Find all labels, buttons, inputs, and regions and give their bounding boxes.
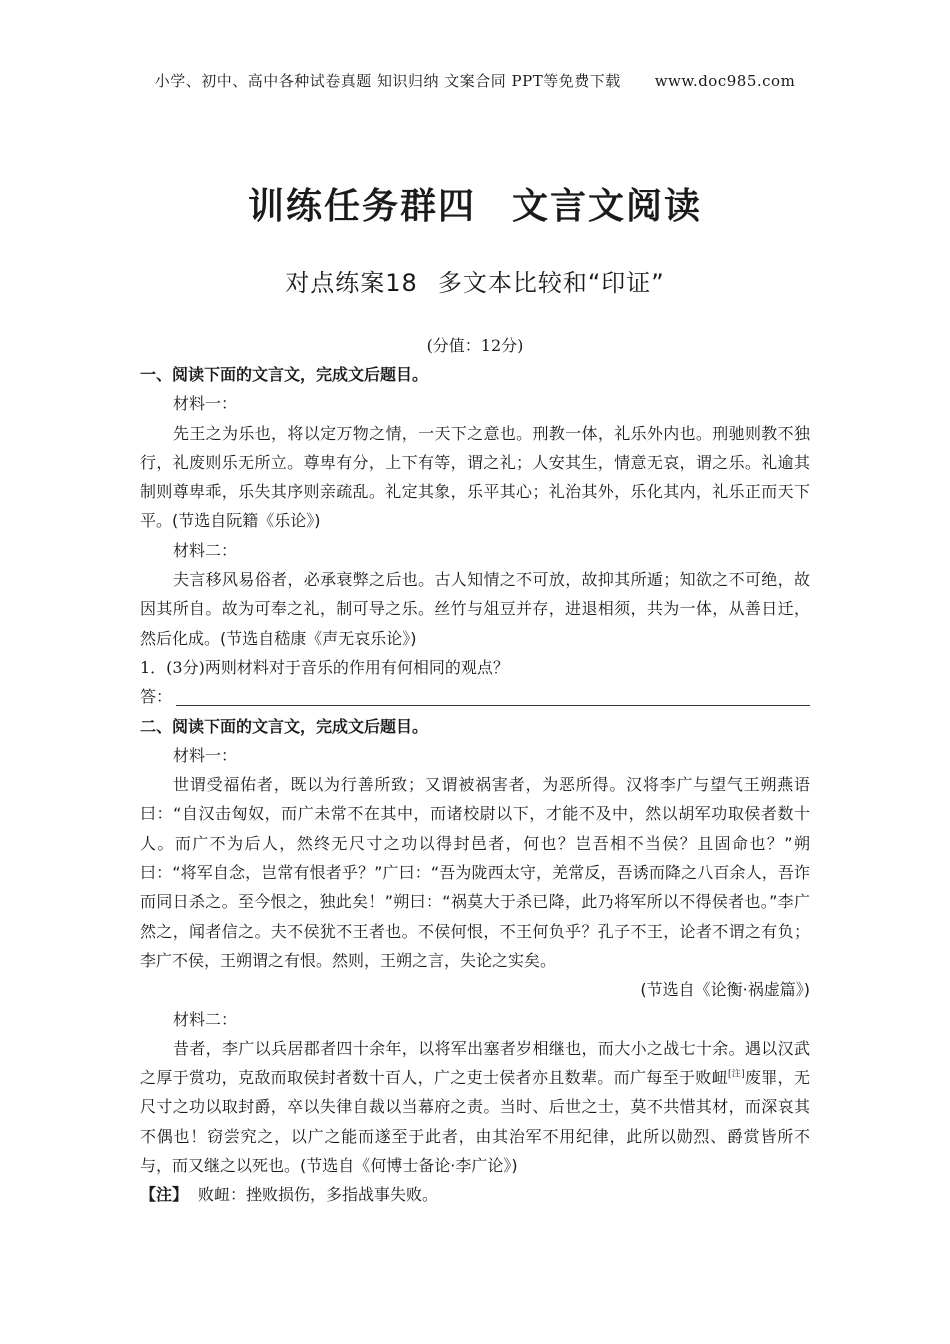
header-site-link[interactable]: www.doc985.com: [654, 72, 796, 90]
section1-material1-text: 先王之为乐也，将以定万物之情，一天下之意也。刑教一体，礼乐外内也。刑驰则教不独行，礼废则乐无所立。尊卑有分，上下有等，谓之礼；人安其生，情意无哀，谓之乐。礼逾其制则尊卑乖，乐失其序则亲疏乱。礼定其象，乐平其心；礼治其外，乐化其内，礼乐正而天下平。(节选自阮籍《乐论》): [140, 423, 810, 531]
header-text: 小学、初中、高中各种试卷真题 知识归纳 文案合同 PPT等免费下载: [154, 72, 621, 90]
section2-material1-text: 世谓受福佑者，既以为行善所致；又谓被祸害者，为恶所得。汉将李广与望气王朔燕语曰：“自汉击匈奴，而广未常不在其中，而诸校尉以下，才能不及中，然以胡军功取侯者数十人。而广不为后人，然终无尺寸之功以得封邑者，何也？岂吾相不当侯？且固命也？”朔曰：“将军自念，岂常有恨者乎？”广曰：“吾为陇西太守，羌常反，吾诱而降之八百余人，吾诈而同日杀之。至今恨之，独此矣！”朔曰：“祸莫大于杀已降，此乃将军所以不得侯者也。”李广然之，闻者信之。夫不侯犹不王者也。不侯何恨，不王何负乎？孔子不王，论者不谓之有负；李广不侯，王朔谓之有恨。然则，王朔之言，失论之实矣。: [140, 775, 810, 970]
question-1: 1．(3分)两则材料对于音乐的作用有何相同的观点？: [140, 657, 509, 677]
section2-heading: 二、阅读下面的文言文，完成文后题目。: [140, 716, 429, 736]
title-part2: 文言文阅读: [512, 186, 703, 227]
material2-text-b: 废罪，无尺寸之功以取封爵，卒以失律自裁以当幕府之责。当时、后世之士，莫不共惜其材，而深哀其不偶也！窃尝究之，以广之能而遂至于此者，由其治军不用纪律，此所以勋烈、爵赏皆所不与，而又继之以死也。(节选自《何博士备论·李广论》): [140, 1068, 810, 1176]
page-title: [0, 178, 950, 229]
subtitle-part1: 对点练案18: [285, 269, 418, 297]
answer-line[interactable]: [176, 685, 810, 706]
material2-text-a: 昔者，李广以兵居郡者四十余年，以将军出塞者岁相继也，而大小之战七十余。遇以汉武之厚于赏功，克敌而取侯封者数十百人，广之吏士侯者亦且数辈。而广每至于败衄: [140, 1038, 810, 1088]
note-tag: 【注】: [140, 1185, 189, 1205]
section2-material2-label: 材料二：: [173, 1009, 238, 1029]
page-header: [0, 70, 950, 91]
section2-material1-label: 材料一：: [173, 745, 238, 765]
section2-material2-text: [140, 1034, 810, 1180]
subtitle-part2: 多文本比较和“印证”: [437, 269, 665, 297]
score-value: (分值：12分): [426, 336, 524, 355]
section2-material1-source: (节选自《论衡·祸虚篇》): [640, 980, 810, 1000]
answer-label: 答：: [140, 687, 173, 707]
note-text: 败衄：挫败损伤，多指战事失败。: [198, 1185, 439, 1205]
section1-material2-text: 夫言移风易俗者，必承衰弊之后也。古人知情之不可放，故抑其所遁；知欲之不可绝，故因其所自。故为可奉之礼，制可导之乐。丝竹与俎豆并存，进退相须，共为一体，从善日迁，然后化成。(节选自嵇康《声无哀乐论》): [140, 570, 810, 648]
section1-material2-label: 材料二：: [173, 540, 238, 560]
note-marker: [注]: [727, 1069, 745, 1080]
title-part1: 训练任务群四: [247, 186, 476, 227]
footnote: [140, 1180, 810, 1209]
section1-material1-label: 材料一：: [173, 394, 238, 414]
page-subtitle: [0, 263, 950, 298]
answer-row: [140, 682, 810, 711]
content-body: [140, 360, 810, 1210]
section1-heading: 一、阅读下面的文言文，完成文后题目。: [140, 365, 429, 384]
